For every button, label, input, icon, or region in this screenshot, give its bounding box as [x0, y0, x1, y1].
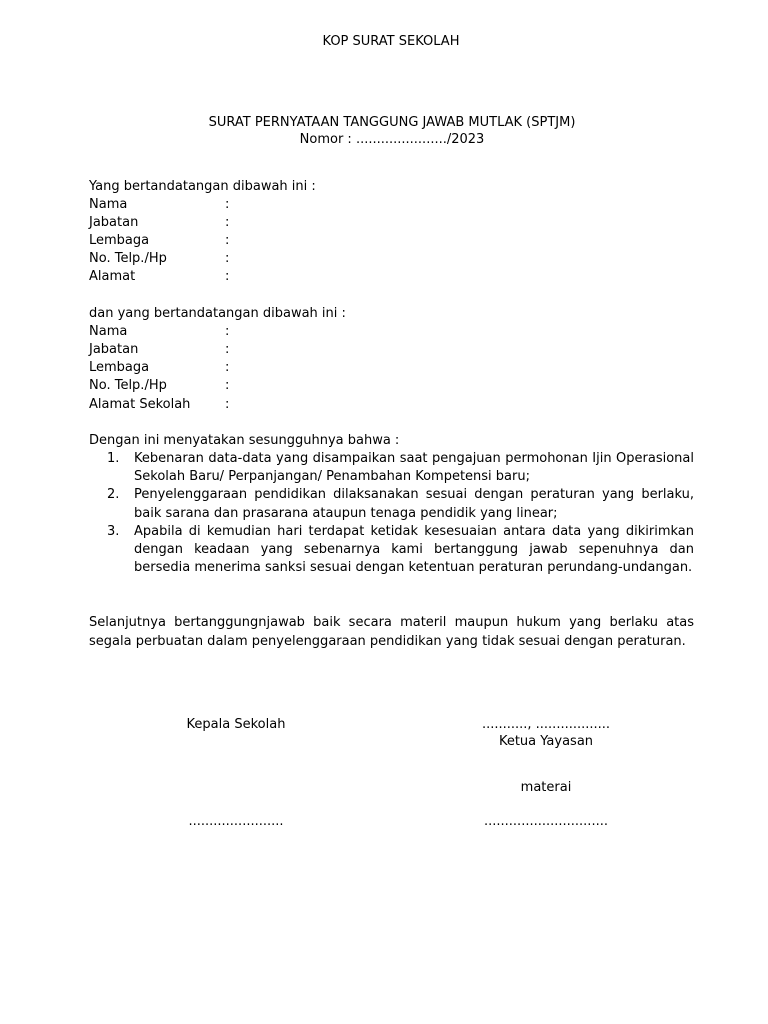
field-colon: :: [225, 269, 230, 284]
field-label: No. Telp./Hp: [89, 378, 167, 393]
field-colon: :: [225, 215, 230, 230]
statement-item: [107, 523, 694, 578]
field-colon: :: [225, 197, 230, 212]
field-label: Nama: [89, 324, 128, 339]
field-label: Jabatan: [89, 215, 139, 230]
field-label: Nama: [89, 197, 128, 212]
statement-number: 3.: [107, 523, 120, 539]
closing-paragraph: Selanjutnya bertanggungnjawab baik secara materil maupun hukum yang berlaku atas segala perbuatan dalam penyelenggaraan pendidikan yang tidak sesuai dengan peraturan.: [89, 615, 694, 649]
field-colon: :: [225, 324, 230, 339]
place-date: ..........., ..................: [481, 717, 611, 732]
field-colon: :: [225, 360, 230, 375]
field-colon: :: [225, 251, 230, 266]
field-label: Lembaga: [89, 233, 150, 248]
field-colon: :: [225, 233, 230, 248]
signature-right-title: Ketua Yayasan: [498, 734, 594, 749]
field-colon: :: [225, 397, 230, 412]
statement-intro: Dengan ini menyatakan sesungguhnya bahwa :: [89, 433, 400, 448]
statement-item: [107, 450, 694, 486]
signature-left-name: .......................: [188, 814, 284, 829]
statement-item: [107, 486, 694, 522]
field-colon: :: [225, 342, 230, 357]
field-label: Jabatan: [89, 342, 139, 357]
signature-left-title: Kepala Sekolah: [186, 717, 286, 732]
document-title: SURAT PERNYATAAN TANGGUNG JAWAB MUTLAK (SPTJM): [208, 115, 576, 130]
statement-number: 2.: [107, 487, 120, 503]
materai-label: materai: [520, 780, 572, 795]
field-label: Alamat: [89, 269, 136, 284]
field-colon: :: [225, 378, 230, 393]
statement-text: Kebenaran data-data yang disampaikan saat pengajuan permohonan Ijin Operasional Sekolah Baru/ Perpanjangan/ Penambahan Kompetensi baru;: [134, 451, 694, 485]
field-label: No. Telp./Hp: [89, 251, 167, 266]
statement-text: Apabila di kemudian hari terdapat ketidak kesesuaian antara data yang dikirimkan dengan keadaan yang sebenarnya kami bertanggung jawab sepenuhnya dan bersedia menerima sanksi sesuai dengan ketentuan peraturan perundang-undangan.: [134, 523, 694, 576]
statement-text: Penyelenggaraan pendidikan dilaksanakan sesuai dengan peraturan yang berlaku, baik sarana dan prasarana ataupun tenaga pendidik yang linear;: [134, 487, 694, 521]
statement-list: [107, 450, 694, 577]
field-label: Alamat Sekolah: [89, 397, 191, 412]
signature-right-name: ..............................: [484, 814, 608, 829]
field-label: Lembaga: [89, 360, 150, 375]
statement-number: 1.: [107, 451, 120, 466]
section2-intro: dan yang bertandatangan dibawah ini :: [89, 306, 346, 321]
document-number: Nomor : ....................../2023: [299, 132, 485, 147]
letterhead: KOP SURAT SEKOLAH: [322, 34, 460, 49]
section1-intro: Yang bertandatangan dibawah ini :: [89, 179, 316, 194]
